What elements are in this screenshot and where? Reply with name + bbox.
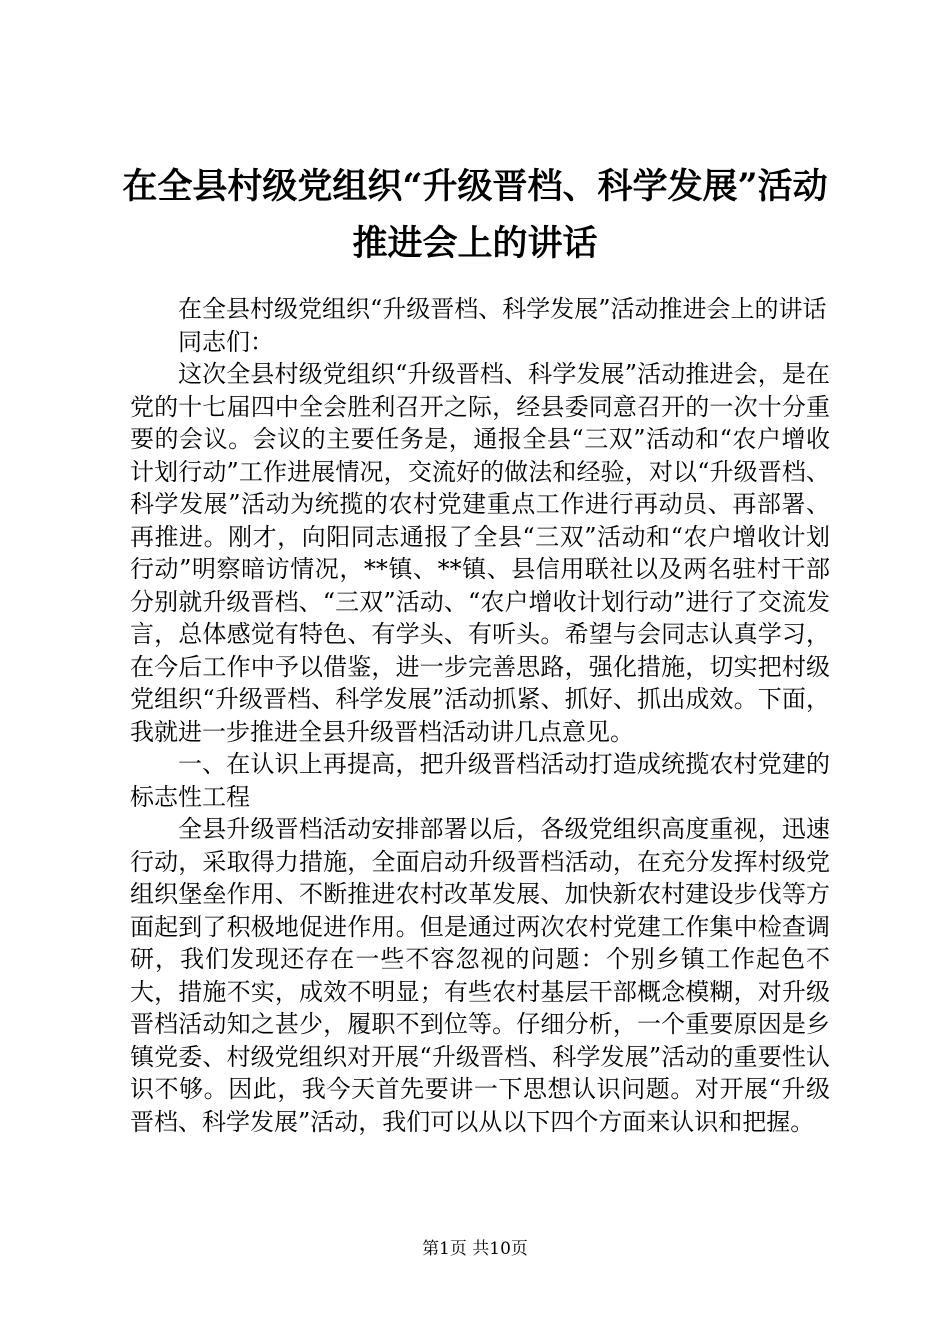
section-heading: 一、在认识上再提高，把升级晋档活动打造成统揽农村党建的标志性工程 xyxy=(130,750,830,811)
document-body xyxy=(130,293,830,1138)
body-paragraph: 这次全县村级党组织“升级晋档、科学发展”活动推进会，是在党的十七届四中全会胜利召开之际，经县委同意召开的一次十分重要的会议。会议的主要任务是，通报全县“三双”活动和“农户增收计划行动”工作进展情况，交流好的做法和经验，对以“升级晋档、科学发展”活动为统揽的农村党建重点工作进行再动员、再部署、再推进。刚才，向阳同志通报了全县“三双”活动和“农户增收计划行动”明察暗访情况，**镇、**镇、县信用联社以及两名驻村干部分别就升级晋档、“三双”活动、“农户增收计划行动”进行了交流发言，总体感觉有特色、有学头、有听头。希望与会同志认真学习，在今后工作中予以借鉴，进一步完善思路，强化措施，切实把村级党组织“升级晋档、科学发展”活动抓紧、抓好、抓出成效。下面，我就进一步推进全县升级晋档活动讲几点意见。 xyxy=(130,360,830,746)
body-paragraph: 在全县村级党组织“升级晋档、科学发展”活动推进会上的讲话 xyxy=(178,295,827,323)
salutation: 同志们： xyxy=(178,327,274,356)
page-footer: 第1页 共10页 xyxy=(422,1239,528,1259)
body-paragraph: 全县升级晋档活动安排部署以后，各级党组织高度重视，迅速行动，采取得力措施，全面启动升级晋档活动，在充分发挥村级党组织堡垒作用、不断推进农村改革发展、加快新农村建设步伐等方面起到了积极地促进作用。但是通过两次农村党建工作集中检查调研，我们发现还存在一些不容忽视的问题：个别乡镇工作起色不大，措施不实，成效不明显；有些农村基层干部概念模糊，对升级晋档活动知之甚少，履职不到位等。仔细分析，一个重要原因是乡镇党委、村级党组织对开展“升级晋档、科学发展”活动的重要性认识不够。因此，我今天首先要讲一下思想认识问题。对开展“升级晋档、科学发展”活动，我们可以从以下四个方面来认识和把握。 xyxy=(130,815,830,1136)
document-title: 在全县村级党组织“升级晋档、科学发展”活动推进会上的讲话 xyxy=(122,166,828,264)
